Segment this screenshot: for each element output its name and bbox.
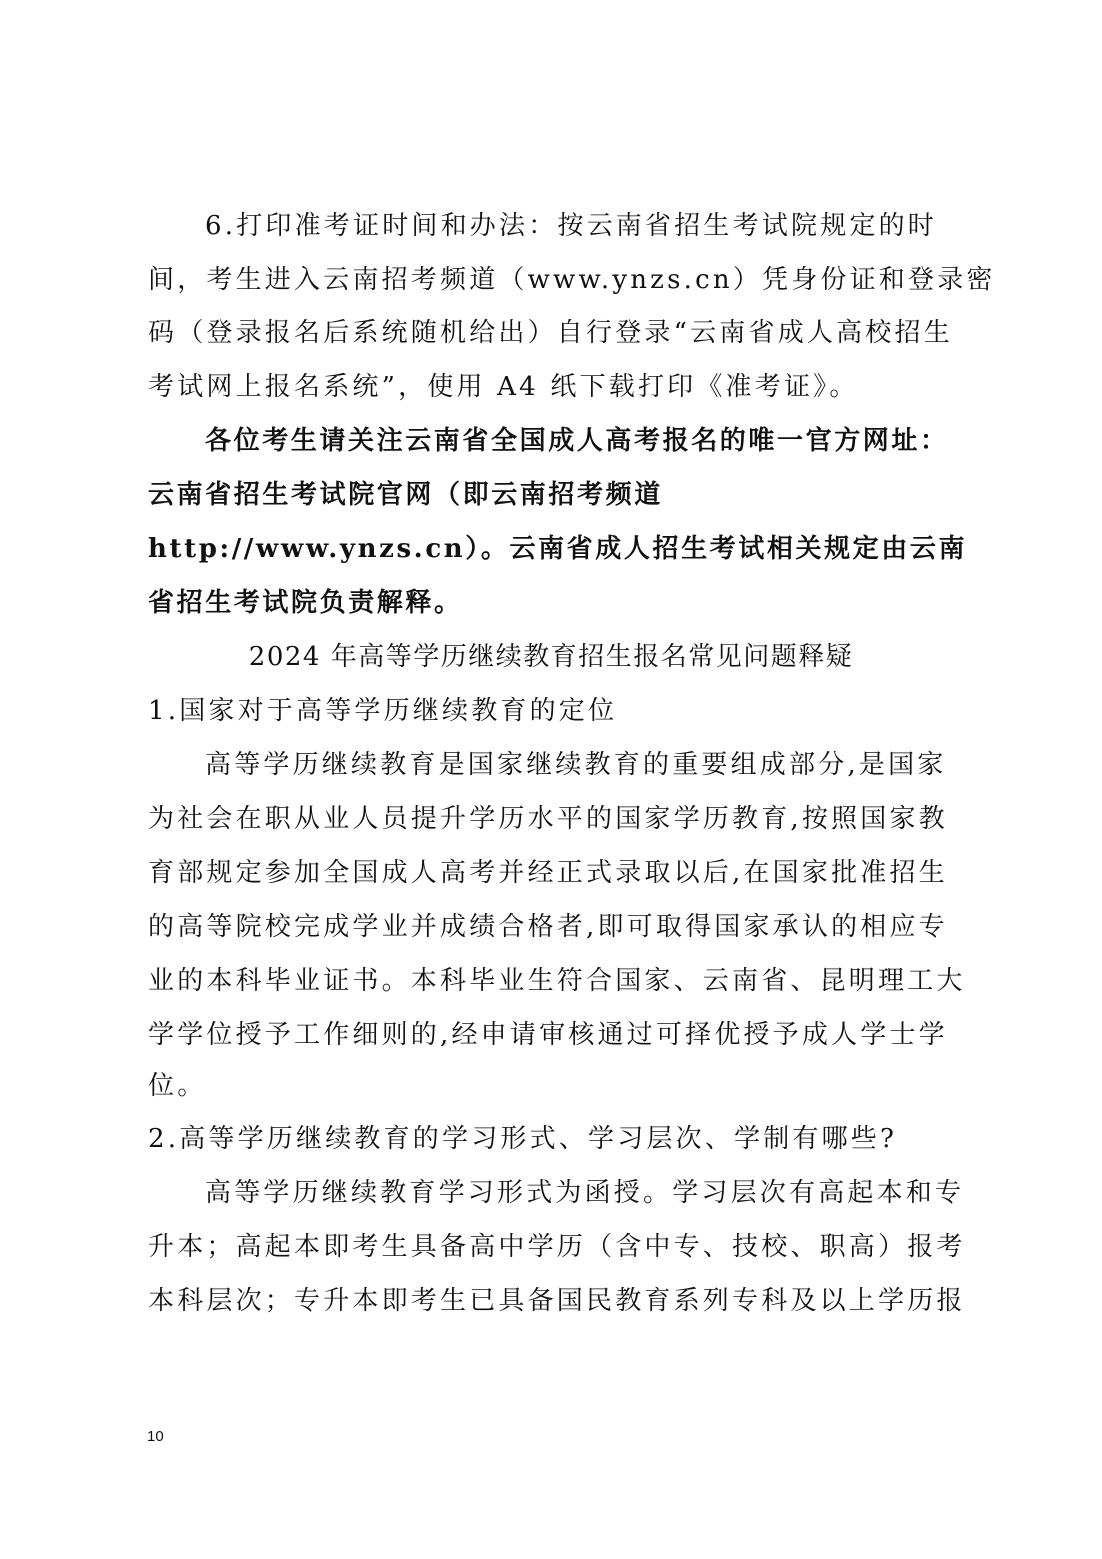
q1-line-6: 学学位授予工作细则的,经申请审核通过可择优授予成人学士学 xyxy=(148,1020,948,1050)
q1-line-1: 高等学历继续教育是国家继续教育的重要组成部分,是国家 xyxy=(205,750,947,780)
q2-heading: 2.高等学历继续教育的学习形式、学习层次、学制有哪些? xyxy=(148,1124,898,1154)
page-number: 10 xyxy=(147,1428,164,1445)
q2-line-2: 升本；高起本即考生具备高中学历（含中专、技校、职高）报考 xyxy=(148,1232,966,1262)
q1-line-4: 的高等院校完成学业并成绩合格者,即可取得国家承认的相应专 xyxy=(148,912,948,942)
q1-line-7: 位。 xyxy=(148,1071,207,1101)
q2-line-3: 本科层次；专升本即考生已具备国民教育系列专科及以上学历报 xyxy=(148,1286,966,1316)
section6-line-1: 6.打印准考证时间和办法：按云南省招生考试院规定的时 xyxy=(205,211,938,241)
q1-heading: 1.国家对于高等学历继续教育的定位 xyxy=(148,696,618,726)
q1-line-2: 为社会在职从业人员提升学历水平的国家学历教育,按照国家教 xyxy=(148,804,948,834)
section6-line-2: 间，考生进入云南招考频道（www.ynzs.cn）凭身份证和登录密 xyxy=(148,265,996,295)
notice-line-3: http://www.ynzs.cn）。云南省成人招生考试相关规定由云南 xyxy=(148,534,968,564)
notice-line-1: 各位考生请关注云南省全国成人高考报名的唯一官方网址： xyxy=(205,426,949,456)
q2-line-1: 高等学历继续教育学习形式为函授。学习层次有高起本和专 xyxy=(205,1178,965,1208)
section6-line-4: 考试网上报名系统”，使用 A4 纸下载打印《准考证》。 xyxy=(148,372,859,402)
faq-title: 2024 年高等学历继续教育招生报名常见问题释疑 xyxy=(248,642,854,672)
q1-line-5: 业的本科毕业证书。本科毕业生符合国家、云南省、昆明理工大 xyxy=(148,966,966,996)
q1-line-3: 育部规定参加全国成人高考并经正式录取以后,在国家批准招生 xyxy=(148,858,948,888)
notice-line-2: 云南省招生考试院官网（即云南招考频道 xyxy=(148,480,663,510)
section6-line-3: 码（登录报名后系统随机给出）自行登录“云南省成人高校招生 xyxy=(148,318,953,348)
notice-line-4: 省招生考试院负责解释。 xyxy=(148,588,463,618)
